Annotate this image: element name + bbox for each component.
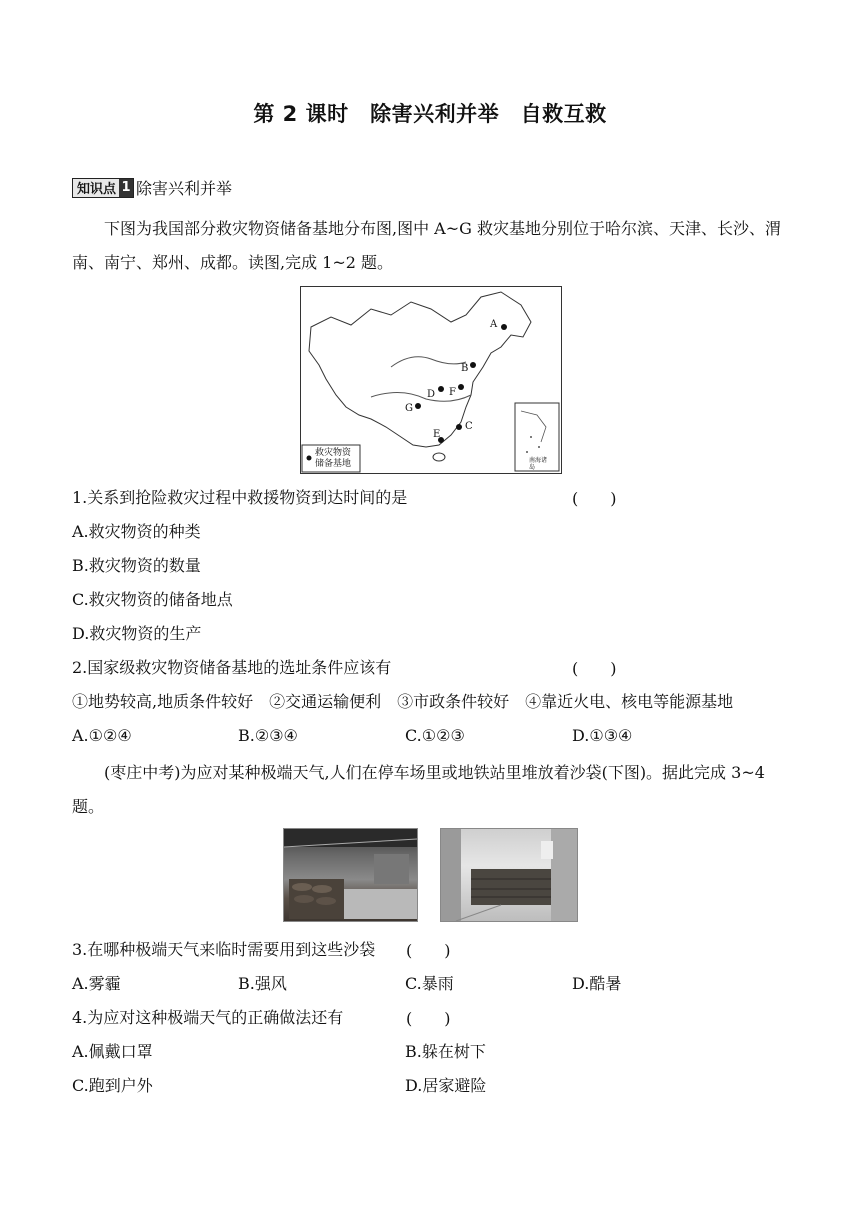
- question-4-stem: 4.为应对这种极端天气的正确做法还有: [72, 1008, 344, 1027]
- map-label-f: F: [449, 387, 456, 398]
- question-3-option-a: A.雾霾: [72, 974, 121, 993]
- question-3-stem: 3.在哪种极端天气来临时需要用到这些沙袋: [72, 940, 376, 959]
- question-1-option-b: B.救灾物资的数量: [72, 556, 201, 575]
- map-label-c: C: [465, 421, 473, 432]
- map-label-a: A: [490, 319, 498, 330]
- base-point-a: [501, 324, 507, 330]
- sandbag-parking-photo: [283, 828, 418, 922]
- question-1-option-c: C.救灾物资的储备地点: [72, 590, 233, 609]
- map-label-d: D: [427, 389, 436, 400]
- badge-number: 1: [119, 179, 133, 197]
- page-title: 第 2 课时 除害兴利并举 自救互救: [253, 102, 607, 126]
- question-2-option-a: A.①②④: [72, 726, 132, 745]
- base-point-b: [470, 362, 476, 368]
- question-1-option-d: D.救灾物资的生产: [72, 624, 202, 643]
- map-legend-label: 救灾物资储备基地: [315, 448, 352, 469]
- question-2-answer-blank: ( ): [572, 659, 617, 678]
- question-4-option-c: C.跑到户外: [72, 1076, 153, 1095]
- question-3-option-d: D.酷暑: [572, 974, 622, 993]
- badge-label: 知识点: [77, 182, 117, 197]
- question-2-option-d: D.①③④: [572, 726, 633, 745]
- question-1-option-a: A.救灾物资的种类: [72, 522, 201, 541]
- base-point-g: [415, 403, 421, 409]
- question-3-option-b: B.强风: [238, 974, 287, 993]
- question-3-option-c: C.暴雨: [405, 974, 454, 993]
- knowledge-point-badge: [72, 178, 134, 198]
- question-4-option-d: D.居家避险: [405, 1076, 487, 1095]
- question-1-stem: 1.关系到抢险救灾过程中救援物资到达时间的是: [72, 488, 408, 507]
- question-4-option-b: B.躲在树下: [405, 1042, 486, 1061]
- china-relief-base-map: [300, 286, 562, 474]
- base-point-c: [456, 424, 462, 430]
- question-2-stem: 2.国家级救灾物资储备基地的选址条件应该有: [72, 658, 392, 677]
- intro-paragraph-2: (枣庄中考)为应对某种极端天气,人们在停车场里或地铁站里堆放着沙袋(下图)。据此完成 3~4 题。: [72, 763, 765, 816]
- question-1-answer-blank: ( ): [572, 489, 617, 508]
- question-2-option-b: B.②③④: [238, 726, 298, 745]
- question-2-option-c: C.①②③: [405, 726, 465, 745]
- intro-paragraph-1: 下图为我国部分救灾物资储备基地分布图,图中 A~G 救灾基地分别位于哈尔滨、天津、长沙、渭南、南宁、郑州、成都。读图,完成 1~2 题。: [72, 219, 782, 272]
- knowledge-point-heading: [72, 176, 232, 199]
- map-label-g: G: [405, 403, 413, 414]
- sandbag-subway-photo: [440, 828, 578, 922]
- question-2-conditions: ①地势较高,地质条件较好 ②交通运输便利 ③市政条件较好 ④靠近火电、核电等能源基地: [72, 692, 734, 711]
- section-heading: 除害兴利并举: [136, 179, 233, 198]
- base-point-d: [438, 386, 444, 392]
- map-inset-label: 南海诸岛: [529, 457, 548, 471]
- question-4-answer-blank: ( ): [406, 1009, 451, 1028]
- map-label-b: B: [461, 363, 469, 374]
- map-label-e: E: [433, 429, 441, 440]
- question-4-option-a: A.佩戴口罩: [72, 1042, 153, 1061]
- base-point-f: [458, 384, 464, 390]
- question-3-answer-blank: ( ): [406, 941, 451, 960]
